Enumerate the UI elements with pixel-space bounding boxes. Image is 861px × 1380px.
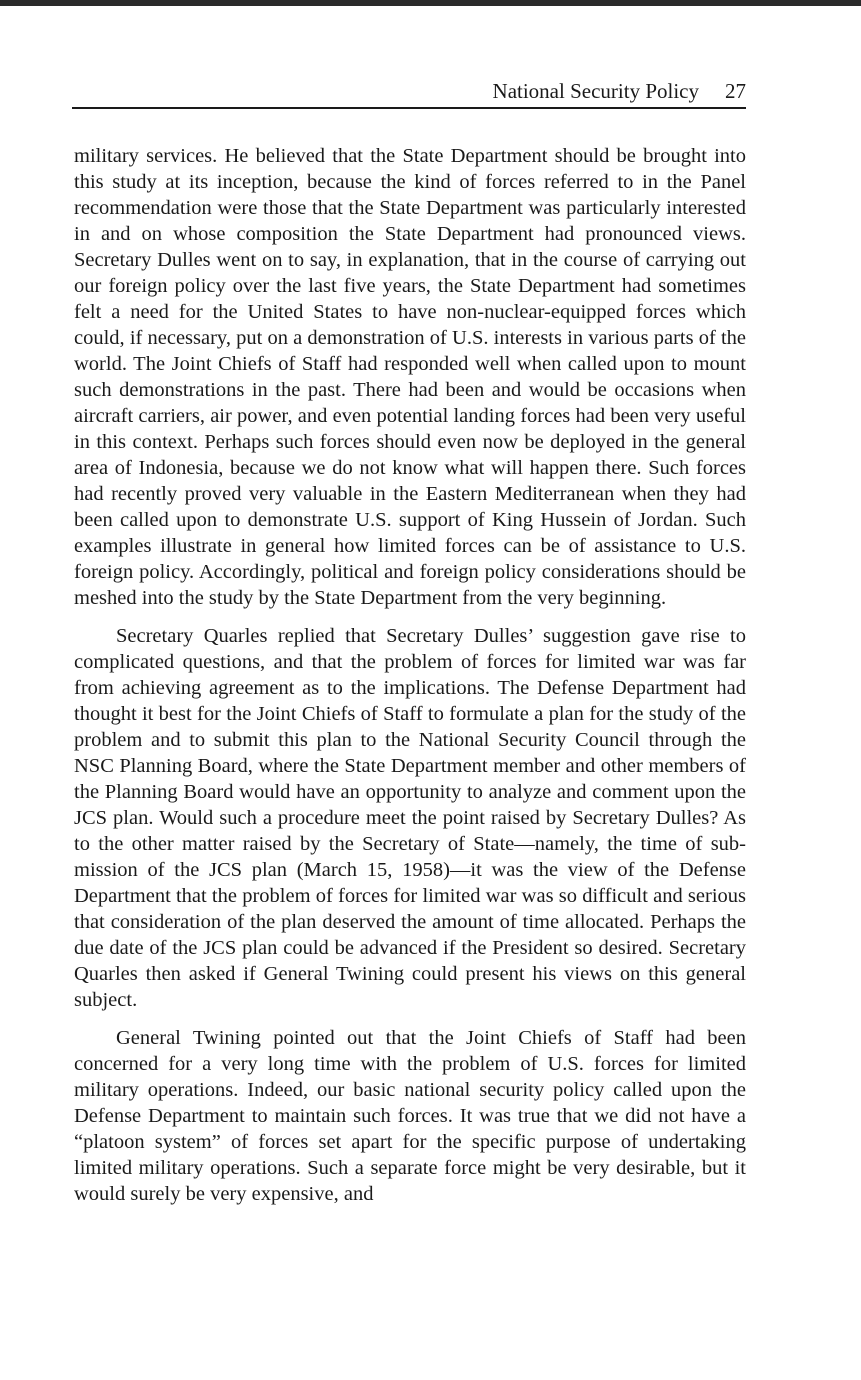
running-head: [72, 76, 746, 106]
page-top-edge: [0, 0, 861, 6]
paragraph-twining: General Twining pointed out that the Joint Chiefs of Staff had been concerned for a very long time with the problem of U.S. forces for limited military operations. Indeed, our basic national security policy called upon the Defense Department to maintain such forces. It was true that we did not have a “platoon system” of forces set apart for the specific purpose of undertaking limited military operations. Such a separate force might be very desirable, but it would surely be very expensive, and: [74, 1027, 746, 1205]
paragraph-continued: military services. He believed that the State Department should be brought into this study at its inception, because the kind of forces referred to in the Panel recommendation were those that the State Department was particularly interested in and on whose composition the State Department had pronounced views. Secretary Dulles went on to say, in explanation, that in the course of carrying out our foreign policy over the last five years, the State Department had sometimes felt a need for the United States to have non-nuclear-equipped forces which could, if necessary, put on a demonstration of U.S. interests in various parts of the world. The Joint Chiefs of Staff had responded well when called upon to mount such demonstrations in the past. There had been and would be occasions when aircraft carriers, air power, and even potential landing forces had been very useful in this context. Perhaps such forces should even now be deployed in the general area of Indonesia, because we do not know what will happen there. Such forces had recently proved very valuable in the Eastern Mediterranean when they had been called upon to demonstrate U.S. support of King Hussein of Jordan. Such examples illustrate in general how limited forces can be of assistance to U.S. foreign policy. Accordingly, political and foreign policy considerations should be meshed into the study by the State Department from the very beginning.: [74, 145, 746, 609]
header-rule: [72, 107, 746, 109]
running-head-title: National Security Policy: [492, 79, 699, 103]
paragraph-quarles-reply: Secretary Quarles replied that Secretary Dulles’ suggestion gave rise to complicated questions, and that the problem of forces for limited war was far from achieving agreement as to the implications. The Defense Department had thought it best for the Joint Chiefs of Staff to formulate a plan for the study of the problem and to submit this plan to the National Security Council through the NSC Planning Board, where the State Department member and other members of the Planning Board would have an opportunity to analyze and comment upon the JCS plan. Would such a procedure meet the point raised by Secretary Dulles? As to the other matter raised by the Secretary of State—namely, the time of submission of the JCS plan (March 15, 1958)—it was the view of the Defense Department that the problem of forces for limited war was so difficult and serious that consideration of the plan deserved the amount of time allocated. Perhaps the due date of the JCS plan could be advanced if the President so desired. Secretary Quarles then asked if General Twining could present his views on this general subject.: [74, 625, 746, 1011]
page-number: 27: [725, 79, 746, 103]
body-text: [74, 143, 746, 1219]
